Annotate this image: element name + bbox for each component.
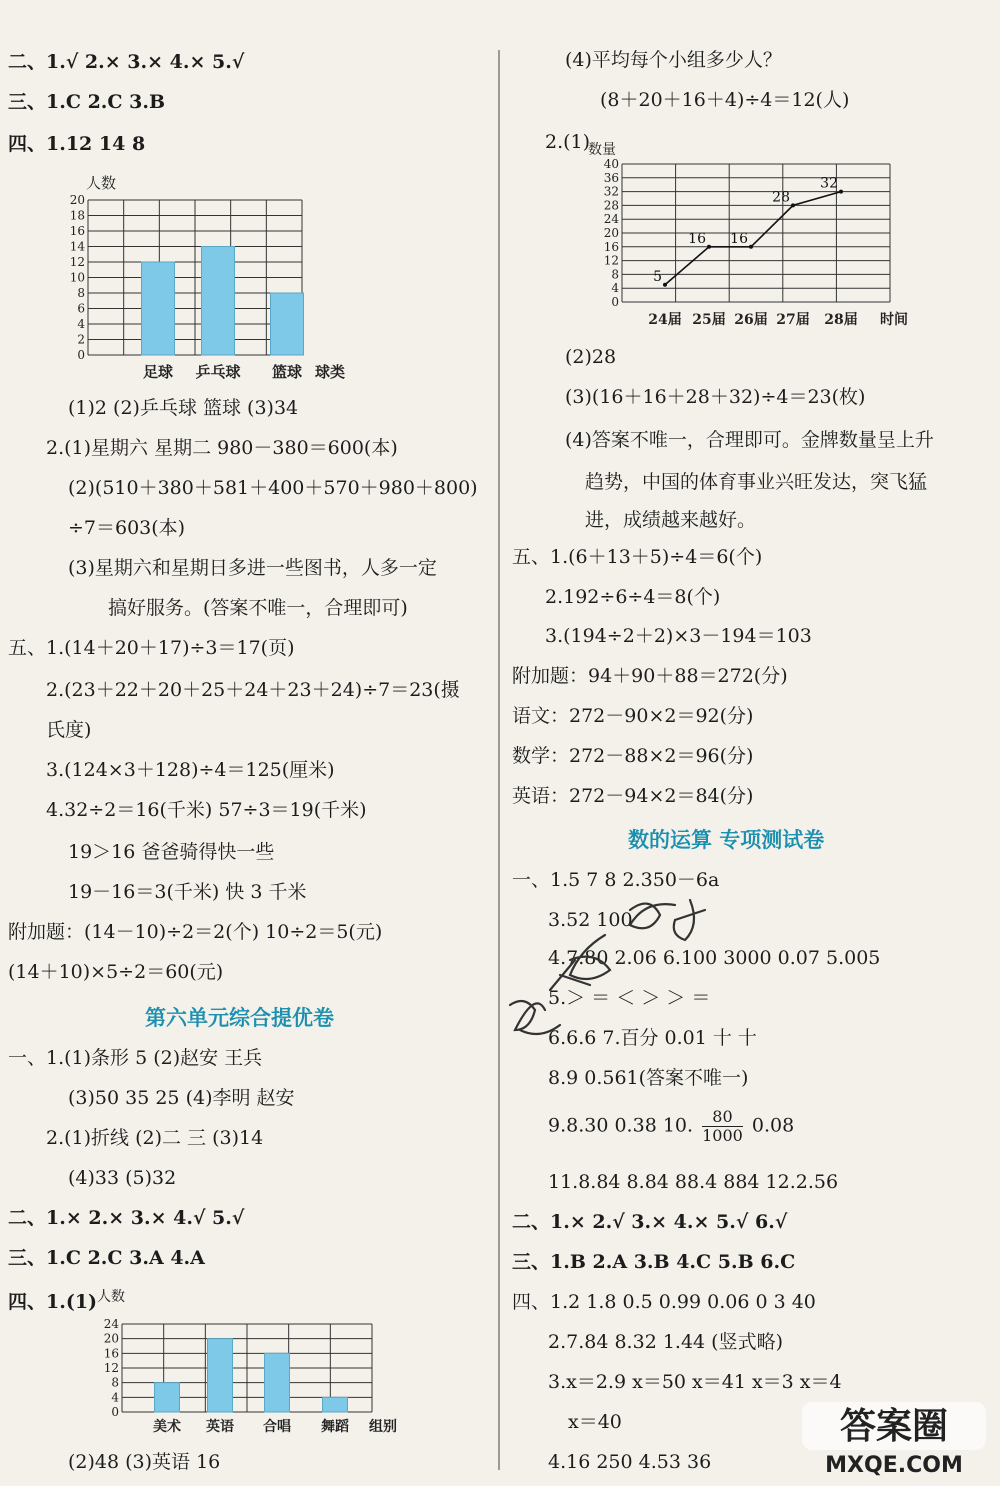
answer-line: (4)平均每个小组多少人？ [565, 49, 782, 71]
answer-line: 3.(194÷2＋2)×3－194＝103 [545, 625, 812, 647]
data-point [791, 203, 795, 207]
x-axis-label: 时间 [880, 312, 908, 328]
answer-line: 一、1.(1)条形 5 (2)赵安 王兵 [8, 1047, 263, 1069]
y-tick-label: 4 [611, 281, 619, 296]
answer-line: 语文：272－90×2＝92(分) [512, 705, 754, 727]
answer-line: x＝40 [568, 1411, 622, 1433]
answer-line: 三、1.C 2.C 3.B [8, 91, 166, 113]
answer-line: 数学：272－88×2＝96(分) [512, 745, 754, 767]
answer-line: 11.8.84 8.84 88.4 884 12.2.56 [548, 1171, 839, 1193]
y-tick-label: 2 [77, 332, 85, 347]
answer-line: 二、1.× 2.√ 3.× 4.× 5.√ 6.√ [512, 1211, 788, 1233]
answer-line: 4.7.80 2.06 6.100 3000 0.07 5.005 [548, 947, 881, 969]
data-point [749, 245, 753, 249]
answer-line: 五、1.(6＋13＋5)÷4＝6(个) [512, 546, 763, 568]
answer-line: (2)48 (3)英语 16 [68, 1451, 221, 1473]
x-tick-label: 24届 [648, 312, 682, 328]
handwriting-scribble [490, 880, 740, 1050]
line-chart-gold-medals [588, 142, 928, 334]
answer-line: 附加题：(14－10)÷2＝2(个) 10÷2＝5(元) [8, 921, 383, 943]
y-tick-label: 6 [77, 301, 85, 316]
fraction [702, 1108, 743, 1145]
answer-line: (4)33 (5)32 [68, 1167, 177, 1189]
y-axis-label: 人数 [86, 174, 117, 192]
y-tick-label: 14 [69, 239, 85, 254]
x-tick-label: 乒乓球 [195, 363, 241, 381]
section-title: 数的运算 专项测试卷 [628, 828, 825, 852]
answer-line: 五、1.(14＋20＋17)÷3＝17(页) [8, 637, 295, 659]
y-tick-label: 12 [69, 255, 85, 269]
answer-line: 3.(124×3＋128)÷4＝125(厘米) [46, 759, 335, 781]
y-tick-label: 28 [603, 198, 619, 213]
data-point [707, 245, 711, 249]
column-divider [498, 50, 500, 1470]
answer-line: (3)50 35 25 (4)李明 赵安 [68, 1087, 295, 1109]
answer-line: (3)(16＋16＋28＋32)÷4＝23(枚) [565, 386, 866, 408]
answer-line: 19－16＝3(千米) 快 3 千米 [68, 881, 307, 903]
y-tick-label: 8 [77, 286, 85, 300]
answer-line: ÷7＝603(本) [68, 517, 186, 539]
y-axis-label: 数量 [588, 142, 616, 158]
bar [265, 1353, 290, 1412]
answer-line: 3.52 100 [548, 909, 633, 931]
answer-line: (8＋20＋16＋4)÷4＝12(人) [600, 89, 850, 111]
y-tick-label: 0 [611, 295, 619, 309]
answer-line: 趋势，中国的体育事业兴旺发达，突飞猛 [585, 471, 928, 493]
data-label: 28 [772, 189, 790, 206]
bar-chart-ball-games [50, 168, 350, 383]
y-tick-label: 8 [611, 267, 619, 282]
x-tick-label: 27届 [776, 312, 810, 328]
y-tick-label: 8 [111, 1375, 119, 1390]
answer-line: 三、1.B 2.A 3.B 4.C 5.B 6.C [512, 1251, 796, 1273]
answer-line: 三、1.C 2.C 3.A 4.A [8, 1247, 205, 1269]
y-tick-label: 12 [603, 253, 619, 268]
watermark-logo [794, 1400, 994, 1480]
answer-line: 3.x＝2.9 x＝50 x＝41 x＝3 x＝4 [548, 1371, 842, 1393]
answer-line: (2)28 [565, 346, 617, 368]
y-tick-label: 32 [603, 184, 619, 199]
x-tick-label: 足球 [142, 363, 174, 381]
answer-line: (14＋10)×5÷2＝60(元) [8, 961, 224, 983]
y-tick-label: 24 [603, 212, 619, 227]
x-tick-label: 篮球 [271, 363, 303, 381]
answer-line: 19＞16 爸爸骑得快一些 [68, 841, 275, 863]
bar [142, 262, 175, 355]
y-tick-label: 10 [69, 270, 85, 285]
answer-line: (1)2 (2)乒乓球 篮球 (3)34 [68, 397, 299, 419]
answer-line: 2.7.84 8.32 1.44 (竖式略) [548, 1331, 783, 1353]
svg-text:答案圈: 答案圈 [839, 1406, 949, 1447]
x-axis-label: 球类 [314, 363, 346, 381]
bar [271, 293, 304, 355]
x-tick-label: 美术 [153, 1419, 181, 1435]
answer-line: 4.16 250 4.53 36 [548, 1451, 712, 1473]
answer-line: 氏度) [46, 719, 92, 741]
answer-line: 四、1.(1) [8, 1291, 98, 1313]
y-axis-label: 人数 [97, 1289, 125, 1305]
answer-line: 8.9 0.561(答案不唯一) [548, 1067, 749, 1089]
data-label: 16 [688, 230, 706, 247]
answer-line: 2.(1) [545, 131, 591, 153]
data-label: 32 [820, 175, 838, 192]
answer-line: 进，成绩越来越好。 [585, 509, 757, 531]
answer-line: 四、1.12 14 8 [8, 133, 146, 155]
x-tick-label: 舞蹈 [321, 1419, 349, 1435]
svg-text:MXQE.COM: MXQE.COM [825, 1453, 963, 1478]
answer-line: 4.32÷2＝16(千米) 57÷3＝19(千米) [46, 799, 367, 821]
y-tick-label: 4 [77, 317, 85, 331]
y-tick-label: 40 [603, 157, 619, 171]
x-tick-label: 26届 [734, 312, 768, 328]
answer-line: 附加题：94＋90＋88＝272(分) [512, 665, 788, 687]
answer-line: (3)星期六和星期日多进一些图书，人多一定 [68, 557, 437, 579]
answer-line: 2.(1)星期六 星期二 980－380＝600(本) [46, 437, 398, 459]
answer-line-with-fraction [548, 1108, 794, 1145]
bar [155, 1383, 180, 1412]
y-tick-label: 0 [111, 1405, 119, 1419]
y-tick-label: 4 [111, 1390, 119, 1405]
answer-line: 四、1.2 1.8 0.5 0.99 0.06 0 3 40 [512, 1291, 816, 1313]
bar [323, 1397, 348, 1412]
y-tick-label: 0 [77, 348, 85, 362]
answer-line: 二、1.√ 2.× 3.× 4.× 5.√ [8, 51, 245, 73]
answer-line: (4)答案不唯一，合理即可。金牌数量呈上升 [565, 429, 934, 451]
y-tick-label: 20 [69, 193, 85, 207]
answer-text: 9.8.30 0.38 10. [548, 1114, 694, 1137]
y-tick-label: 16 [603, 239, 619, 254]
answer-line: (2)(510＋380＋581＋400＋570＋980＋800) [68, 477, 478, 499]
data-point [663, 283, 667, 287]
fraction-denominator: 1000 [702, 1126, 743, 1145]
answer-line: 6.6.6 7.百分 0.01 十 十 [548, 1027, 757, 1049]
section-title: 第六单元综合提优卷 [145, 1006, 334, 1030]
bar-chart-interest-groups [96, 1290, 408, 1438]
x-tick-label: 英语 [206, 1419, 234, 1435]
y-tick-label: 16 [103, 1346, 119, 1361]
answer-line: 英语：272－94×2＝84(分) [512, 785, 754, 807]
bar [202, 247, 235, 356]
bar [208, 1339, 233, 1412]
y-tick-label: 18 [69, 208, 85, 223]
y-tick-label: 20 [603, 226, 619, 240]
y-tick-label: 20 [103, 1331, 119, 1346]
data-point [839, 190, 843, 194]
y-tick-label: 16 [69, 224, 85, 238]
data-label: 16 [730, 230, 748, 247]
x-tick-label: 25届 [692, 312, 726, 328]
answer-line: 搞好服务。(答案不唯一，合理即可) [108, 597, 408, 619]
answer-line: 二、1.× 2.× 3.× 4.√ 5.√ [8, 1207, 245, 1229]
data-label: 5 [653, 268, 662, 285]
x-tick-label: 合唱 [263, 1419, 291, 1435]
x-axis-label: 组别 [369, 1419, 397, 1435]
y-tick-label: 24 [103, 1317, 119, 1331]
y-tick-label: 12 [103, 1361, 119, 1375]
y-tick-label: 36 [603, 170, 619, 185]
x-tick-label: 28届 [824, 312, 858, 328]
fraction-numerator: 80 [712, 1107, 733, 1126]
answer-text: 0.08 [751, 1114, 795, 1137]
answer-line: 2.(23＋22＋20＋25＋24＋23＋24)÷7＝23(摄 [46, 679, 460, 701]
answer-line: 一、1.5 7 8 2.350－6a [512, 869, 720, 891]
answer-line: 2.192÷6÷4＝8(个) [545, 586, 721, 608]
answer-line: 2.(1)折线 (2)二 三 (3)14 [46, 1127, 264, 1149]
answer-line: 5.＞ ＝ ＜ ＞ ＞ ＝ [548, 987, 711, 1009]
